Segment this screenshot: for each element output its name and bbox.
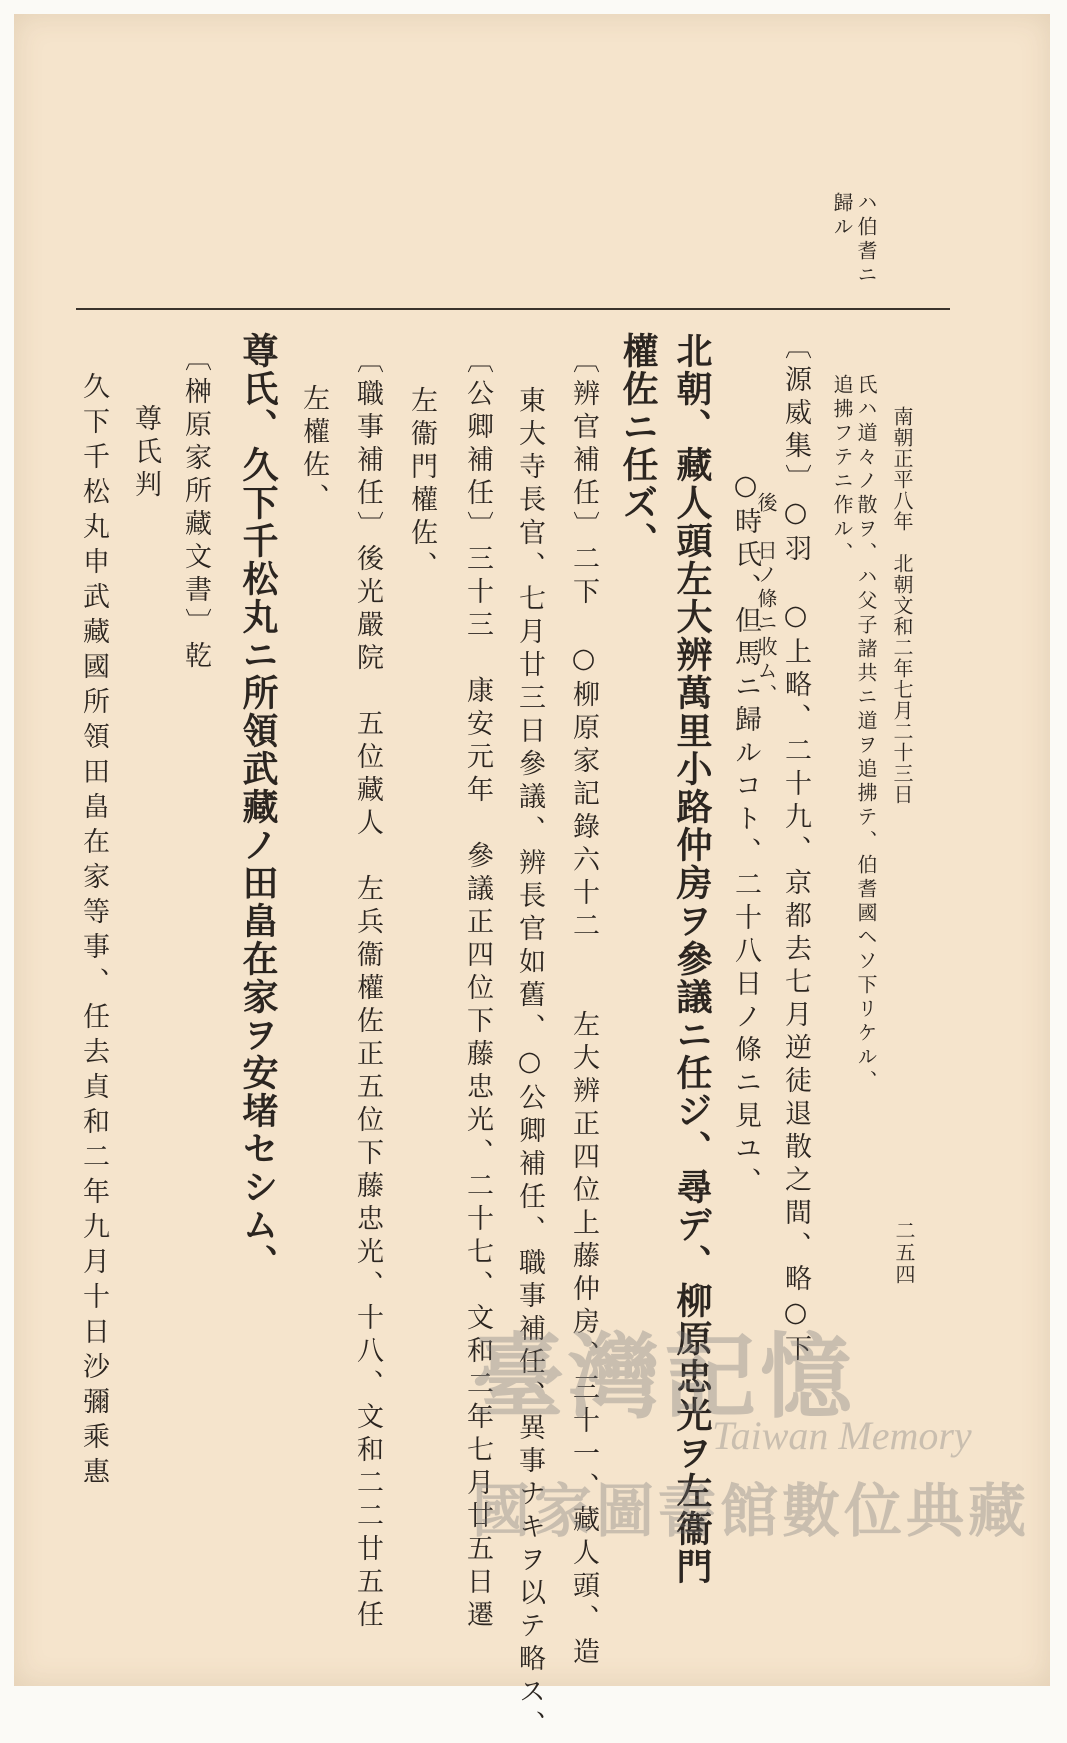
text-column-2: 追拂フテニ作ル、 bbox=[830, 374, 854, 566]
text-column-4: 後 日ノ條ニ收ム、 bbox=[754, 492, 778, 708]
text-column-11: 左衞門權佐、 bbox=[406, 386, 437, 584]
text-column-9: 東大寺長官、七月廿三日參議、辨長官如舊、○公卿補任、職事補任、異事ナキヲ以テ略ス、 bbox=[514, 386, 545, 1743]
text-column-10: 〔公卿補任〕三十三 康安元年 參議正四位下藤忠光、二十七、文和二年七月廿五日遷 bbox=[462, 346, 493, 1633]
page-number: 二五四 bbox=[892, 1220, 916, 1286]
text-column-12: 〔職事補任〕後光嚴院 五位藏人 左兵衞權佐正五位下藤忠光、十八、文和二二廿五任 bbox=[352, 346, 383, 1633]
text-column-17: 久下千松丸申武藏國所領田畠在家等事、任去貞和二年九月十日沙彌乘惠 bbox=[78, 372, 109, 1492]
text-column-15: 〔榊原家所藏文書〕乾 bbox=[180, 344, 211, 674]
text-column-14: 尊氏、久下千松丸ニ所領武藏ノ田畠在家ヲ安堵セシム、 bbox=[237, 332, 279, 1282]
text-column-3: 〔源威集〕○羽 ○上略、二十九、京都去七月逆徒退散之間、略○下 bbox=[780, 332, 811, 1367]
top-note-line-1: ハ伯耆ニ bbox=[854, 192, 878, 288]
watermark bbox=[472, 1304, 1032, 1564]
text-column-13: 左權佐、 bbox=[298, 384, 329, 516]
watermark-title: 臺灣記憶 bbox=[472, 1323, 857, 1431]
top-note-line-2: 歸ル bbox=[830, 192, 854, 240]
document-page bbox=[14, 14, 1050, 1743]
text-column-16: 尊氏判 bbox=[130, 404, 161, 503]
watermark-subtitle: Taiwan Memory bbox=[712, 1413, 972, 1458]
text-column-6: 北朝、藏人頭左大辨萬里小路仲房ヲ參議ニ任ジ、尋デ、柳原忠光ヲ左衞門 bbox=[671, 332, 713, 1586]
text-column-8: 〔辨官補任〕二下 ○柳原家記錄六十二 左大辨正四位上藤仲房、三十一、藏人頭、造 bbox=[568, 346, 599, 1670]
text-column-5: ○時氏、但馬ニ歸ルコト、二十八日ノ條ニ見ユ、 bbox=[730, 470, 761, 1200]
watermark-library: 國家圖書館數位典藏 bbox=[472, 1477, 1031, 1545]
header-rule bbox=[76, 308, 950, 310]
running-title: 南朝正平八年 北朝文和二年七月二十三日 bbox=[890, 406, 914, 805]
text-column-7: 權佐ニ任ズ、 bbox=[617, 332, 659, 560]
text-column-1: 氏ハ道々ノ散ヲ、ハ父子諸共ニ道ヲ追拂テ、伯耆國ヘソ下リケル、 bbox=[854, 374, 878, 1094]
